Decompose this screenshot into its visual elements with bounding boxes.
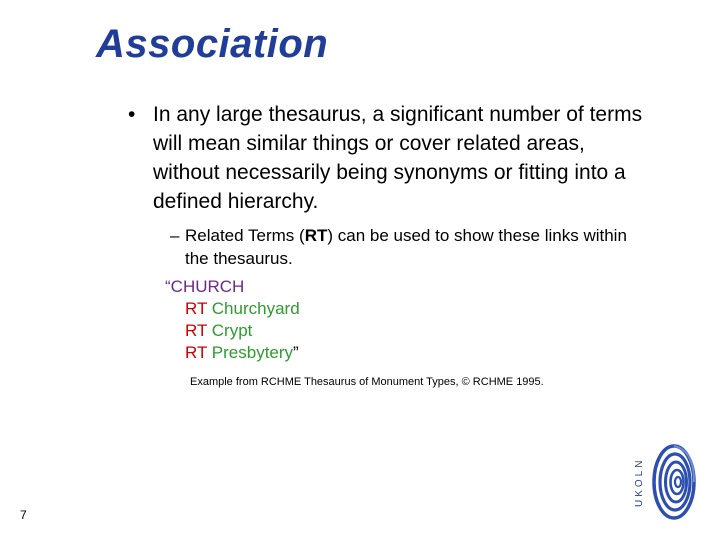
example-head-term: CHURCH [170,277,245,296]
example-head-line [165,276,300,298]
bullet-marker: • [128,103,136,126]
rt-label: RT [185,343,208,362]
sub-text-pre: Related Terms ( [185,226,305,245]
related-term: Crypt [211,321,253,340]
example-block [165,276,300,364]
open-quote: “ [165,277,171,296]
close-quote: ” [293,343,299,362]
main-bullet [128,100,648,216]
related-term: Churchyard [211,299,300,318]
example-rt-line [165,342,300,364]
sub-bullet-marker: – [170,226,180,245]
sub-text-bold: RT [304,226,328,245]
related-term: Presbytery [211,343,294,362]
ukoln-spiral-logo-icon [634,440,698,524]
sub-bullet [170,224,630,270]
rt-label: RT [185,299,208,318]
example-rt-line [165,298,300,320]
sub-text-post: ) can be used to show these links within the thesaurus. [185,226,627,268]
page-number: 7 [20,508,27,522]
logo-text: UKOLN [634,457,645,507]
source-note: Example from RCHME Thesaurus of Monument Types, © RCHME 1995. [190,376,544,388]
slide-title: Association [96,22,329,66]
example-rt-line [165,320,300,342]
rt-label: RT [185,321,208,340]
main-bullet-text: In any large thesaurus, a significant number of terms will mean similar things or cover related areas, without necessarily being synonyms or fitting into a defined hierarchy. [153,103,643,213]
sub-bullet-text [185,224,630,270]
